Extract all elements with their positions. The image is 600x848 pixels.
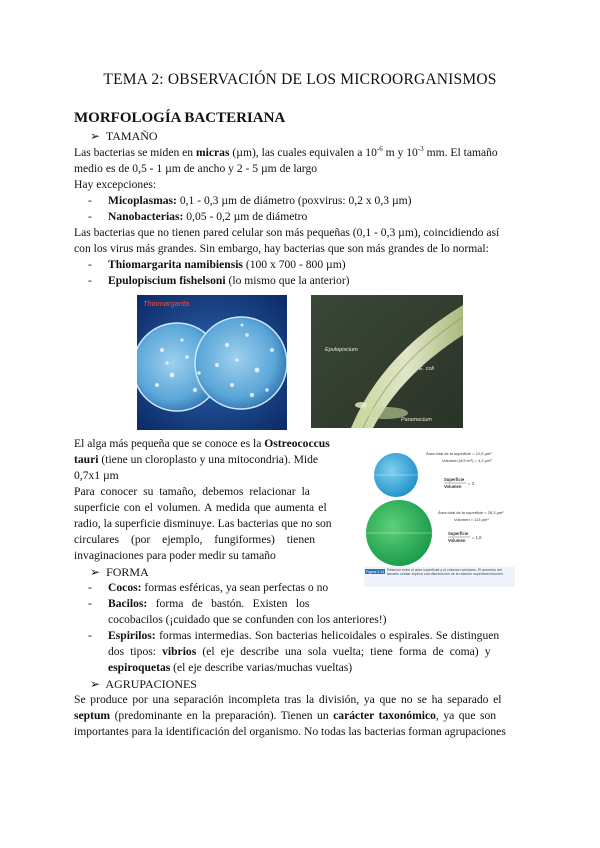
svg-text:E. coli: E. coli bbox=[419, 366, 434, 372]
arrow-bullet-icon: ➢ bbox=[90, 677, 101, 691]
paragraph-tamano-1: Las bacterias se miden en micras (µm), las cuales equivalen a $10^{-6}$ m y $10^{-3}$ mm. El tamaño bbox=[74, 145, 498, 159]
list-item-continuation: cocobacilos (¡cuidado que se confunden con los anteriores!) bbox=[108, 613, 387, 626]
svg-text:Superficie: Superficie bbox=[448, 531, 469, 536]
svg-text:= 3: = 3 bbox=[468, 481, 474, 486]
svg-text:Volumen: Volumen bbox=[444, 484, 462, 489]
page-title: TEMA 2: OBSERVACIÓN DE LOS MICROORGANISMOS bbox=[103, 71, 497, 88]
list-item-continuation: espiroquetas (el eje describe varias/muchas vueltas) bbox=[108, 661, 353, 674]
paragraph-alga-2: tauri (tiene un cloroplasto y una mitocondria). Mide bbox=[74, 453, 319, 466]
svg-text:Área total de la superficie =: Área total de la superficie = 12,6 µm² bbox=[426, 451, 492, 456]
paragraph-alga-3: 0,7x1 µm bbox=[74, 469, 119, 482]
paragraph-superficie-5: invaginaciones para poder medir su tamaño bbox=[74, 549, 276, 562]
paragraph-agrupaciones-1: Se produce por una separación incompleta tras la división, ya que no se ha separado el bbox=[74, 693, 502, 706]
arrow-bullet-icon: ➢ bbox=[90, 129, 101, 143]
figure-caption: Relación entre el área superficial y el volumen celulares. El aumento del tamaño celular implica una disminución de la relación superficie/volumen. bbox=[387, 568, 505, 577]
paragraph-pared-2: con los virus más grandes. Sin embargo, hay bacterias que son más grandes de lo normal: bbox=[74, 242, 489, 255]
paragraph-tamano-1b: medio es de 0,5 - 1 µm de ancho y 2 - 5 µm de largo bbox=[74, 162, 318, 175]
thiomargarita-label: Thiomargarita bbox=[143, 299, 190, 308]
paragraph-agrupaciones-3: importantes para la identificación del organismo. No todas las bacterias forman agrupaciones bbox=[74, 725, 506, 738]
subheading-agrupaciones bbox=[90, 676, 197, 692]
paragraph-superficie-2: superficie con el volumen. A medida que aumenta el bbox=[74, 501, 327, 514]
svg-text:Figura 3.14: Figura 3.14 bbox=[366, 570, 385, 574]
paragraph-alga-1: El alga más pequeña que se conoce es la Ostreococcus bbox=[74, 437, 330, 450]
subheading-label: TAMAÑO bbox=[105, 129, 158, 143]
subheading-label: FORMA bbox=[106, 565, 149, 579]
svg-text:Superficie: Superficie bbox=[444, 477, 465, 482]
thiomargarita-photo bbox=[137, 295, 287, 430]
paragraph-excepciones: Hay excepciones: bbox=[74, 178, 157, 191]
paragraph-superficie-4: circulares (por ejemplo, fungiformes) tienen bbox=[74, 533, 316, 546]
svg-text:Volumen: Volumen bbox=[448, 538, 466, 543]
svg-text:Volumen = 113 µm³: Volumen = 113 µm³ bbox=[454, 517, 489, 522]
subheading-forma bbox=[90, 564, 149, 580]
section-heading: MORFOLOGÍA BACTERIANA bbox=[74, 110, 286, 126]
paragraph-superficie-1: Para conocer su tamaño, debemos relacionar la bbox=[74, 485, 310, 498]
subheading-tamano bbox=[90, 128, 158, 144]
list-item-continuation: dos tipos: vibrios (el eje describe una sola vuelta; tiene forma de coma) y bbox=[108, 645, 491, 658]
epulopiscium-photo bbox=[311, 295, 463, 428]
subheading-label: AGRUPACIONES bbox=[105, 677, 197, 691]
arrow-bullet-icon: ➢ bbox=[90, 565, 101, 579]
svg-text:Volumen (4/3 πr³) = 4,2 µm³: Volumen (4/3 πr³) = 4,2 µm³ bbox=[442, 458, 492, 463]
surface-volume-figure bbox=[364, 445, 515, 587]
svg-text:Paramecium: Paramecium bbox=[401, 417, 432, 423]
paragraph-pared-1: Las bacterias que no tienen pared celular son más pequeñas (0,1 - 0,3 µm), coincidiendo así bbox=[74, 226, 500, 239]
svg-text:Área total de la superficie =: Área total de la superficie = 28,3 µm² bbox=[438, 510, 504, 515]
svg-text:Epulopiscium: Epulopiscium bbox=[325, 347, 358, 353]
svg-text:= 1,6: = 1,6 bbox=[472, 535, 482, 540]
paragraph-superficie-3: radio, la superficie disminuye. Las bacterias que no son bbox=[74, 517, 332, 530]
document-page: TEMA 2: OBSERVACIÓN DE LOS MICROORGANISMOS MORFOLOGÍA BACTERIANA ➢ TAMAÑO Las bacterias se miden en micras (µm), las cuales equivalen a $10^{-6}$ m y $10^{-3}$ mm. El tamaño medio es de 0,5 - 1 µm de ancho y 2 - 5 µm de largo Hay excepciones: - Micoplasmas: 0,1 - 0,3 µm de diámetro (poxvirus: 0,2 x 0,3 µm) - Nanobacterias: 0,05 - 0,2 µm de diámetro Las bacterias que no tienen pared celular son más pequeñas (0,1 - 0,3 µm), coincidiendo así con los virus más grandes. Sin embargo, hay bacterias que son más grandes de lo normal: - Thiomargarita namibiensis (100 x 700 - 800 µm) - Epulopiscium fishelsoni (lo mismo que la anterior) Thiomargarita Epulopiscium E. coli Paramecium Área total de la superficie = 12,6 µm² Volumen (4/3 πr³) = 4,2 µm³ Superficie Volumen = 3 Área total de la superficie = 28,3 µm² Volumen = 113 µm³ Superficie Volumen = 1,6 Figura 3.14 Relación entre el área superficial y el volumen celulares. El aumento del tamaño celular implica una disminución de la relación superficie/volumen. El alga más pequeña que se conoce es la Ostreococcus tauri (tiene un cloroplasto y una mitocondria). Mide 0,7x1 µm Para conocer su tamaño, debemos relacionar la superficie con el volumen. A medida que aumenta el radio, la superficie disminuye. Las bacterias que no son circulares (por ejemplo, fungiformes) tienen invaginaciones para poder medir su tamaño ➢ FORMA - Cocos: formas esféricas, ya sean perfectas o no - Bacilos: forma de bastón. Existen los cocobacilos (¡cuidado que se confunden con los anteriores!) - Espirilos: formas intermedias. Son bacterias helicoidales o espirales. Se distinguen dos tipos: vibrios (el eje describe una sola vuelta; tiene forma de coma) y espiroquetas (el eje describe varias/muchas vueltas) ➢ AGRUPACIONES Se produce por una separación incompleta tras la división, ya que no se ha separado el septum (predominante en la preparación). Tienen un carácter taxonómico, ya que son importantes para la identificación del organismo. No todas las bacterias forman agrupaciones bbox=[0, 0, 600, 848]
paragraph-agrupaciones-2: septum (predominante en la preparación). Tienen un carácter taxonómico, ya que son bbox=[74, 709, 497, 722]
